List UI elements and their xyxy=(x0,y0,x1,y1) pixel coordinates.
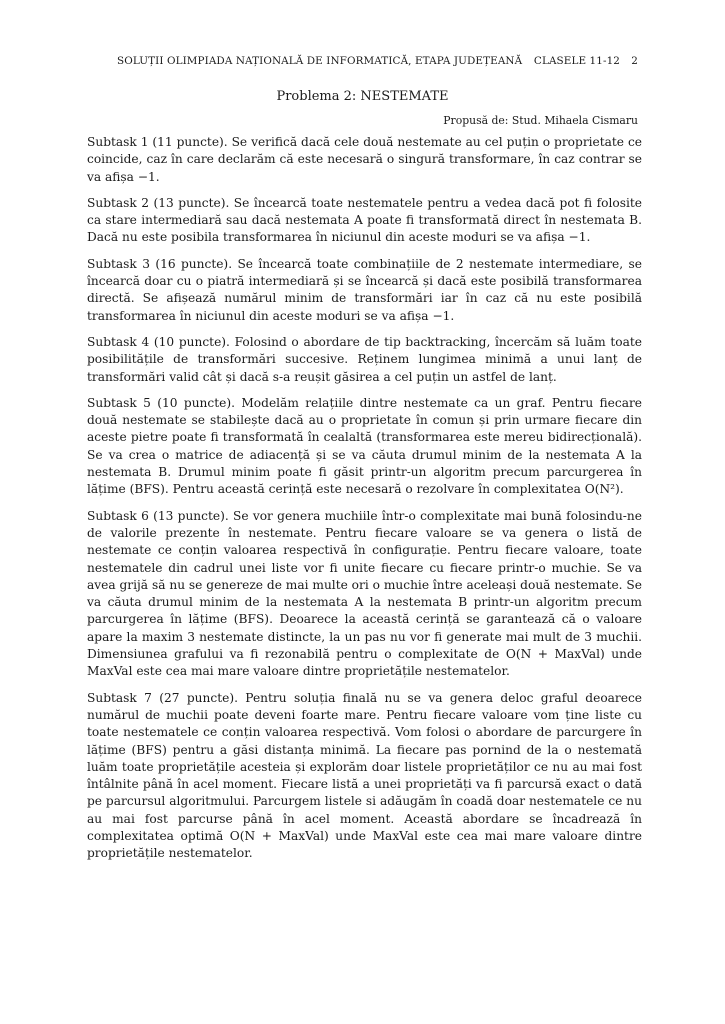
header-title: SOLUȚII OLIMPIADA NAȚIONALĂ DE INFORMATICĂ, ETAPA JUDEȚEANĂ xyxy=(117,55,523,67)
problem-author: Propusă de: Stud. Mihaela Cismaru xyxy=(443,114,638,127)
subtask-7-paragraph: Subtask 7 (27 puncte). Pentru soluția finală nu se va genera deloc graful deoarece numărul de muchii poate deveni foarte mare. Pentru fiecare valoare vom ține liste cu toate nestematele ce conțin valoarea respectivă. Vom folosi o abordare de parcurgere în lățime (BFS) pentru a găsi distanța minimă. La fiecare pas pornind de la o nestemată luăm toate proprietățile acesteia și explorăm doar listele proprietăților ce nu au mai fost întâlnite până în acel moment. Fiecare listă a unei proprietăți va fi parcursă exact o dată pe parcursul algoritmului. Parcurgem listele si adăugăm în coadă doar nestematele ce nu au mai fost parcurse până în acel moment. Această abordare se încadrează în complexitatea optimă O(N + MaxVal) unde MaxVal este cea mai mare valoare dintre proprietățile nestematelor. xyxy=(87,690,642,861)
subtask-2-paragraph: Subtask 2 (13 puncte). Se încearcă toate nestematele pentru a vedea dacă pot fi folosite ca stare intermediară sau dacă nestemata A poate fi transformată direct în nestemata B. Dacă nu este posibila transformarea în niciunul din aceste moduri se va afișa −1. xyxy=(87,195,642,245)
subtask-1-paragraph: Subtask 1 (11 puncte). Se verifică dacă cele două nestemate au cel puțin o proprietate ce coincide, caz în care declarăm că este necesară o singură transformare, în caz contrar se va afișa −1. xyxy=(87,135,642,184)
subtask-6-paragraph: Subtask 6 (13 puncte). Se vor genera muchiile într-o complexitate mai bună folosindu-ne de valorile prezente în nestemate. Pentru fiecare valoare se va genera o listă de nestemate ce conțin valoarea respectivă în configurație. Pentru fiecare valoare, toate nestematele din cadrul unei liste vor fi unite fiecare cu fiecare printr-o muchie. Se va avea grijă să nu se genereze de mai multe ori o muchie între aceleași două nestemate. Se va căuta drumul minim de la nestemata A la nestemata B printr-un algoritm precum parcurgerea în lățime (BFS). Deoarece la această cerință se garantează că o valoare apare la maxim 3 nestemate distincte, la un pas nu vor fi generate mai mult de 3 muchii. Dimensiunea grafului va fi rezonabilă pentru o complexitate de O(N + MaxVal) unde MaxVal este cea mai mare valoare dintre proprietățile nestematelor. xyxy=(87,508,642,679)
problem-title: Problema 2: NESTEMATE xyxy=(276,89,449,104)
subtask-5-paragraph: Subtask 5 (10 puncte). Modelăm relațiile dintre nestemate ca un graf. Pentru fiecare două nestemate se stabilește dacă au o proprietate în comun și prin urmare fiecare din aceste pietre poate fi transformată în cealaltă (transformarea este mereu bidirecțională). Se va crea o matrice de adiacență și se va căuta drumul minim de la nestemata A la nestemata B. Drumul minim poate fi găsit printr-un algoritm precum parcurgerea în lățime (BFS). Pentru această cerință este necesară o rezolvare în complexitatea O(N²). xyxy=(87,395,642,497)
page-number: 2 xyxy=(631,55,638,67)
subtask-4-paragraph: Subtask 4 (10 puncte). Folosind o abordare de tip backtracking, încercăm să luăm toate posibilitățile de transformări succesive. Reținem lungimea minimă a unui lanț de transformări valid cât și dacă s-a reușit găsirea a cel puțin un astfel de lanț. xyxy=(87,334,642,384)
solution-body xyxy=(87,134,642,872)
header-classes: CLASELE 11-12 xyxy=(533,55,620,67)
subtask-3-paragraph: Subtask 3 (16 puncte). Se încearcă toate combinațiile de 2 nestemate intermediare, se încearcă doar cu o piatră intermediară și se încearcă și dacă este posibilă transformarea directă. Se afișează numărul minim de transformări iar în caz că nu este posibilă transformarea în niciunul din aceste moduri se va afișa −1. xyxy=(87,256,642,323)
